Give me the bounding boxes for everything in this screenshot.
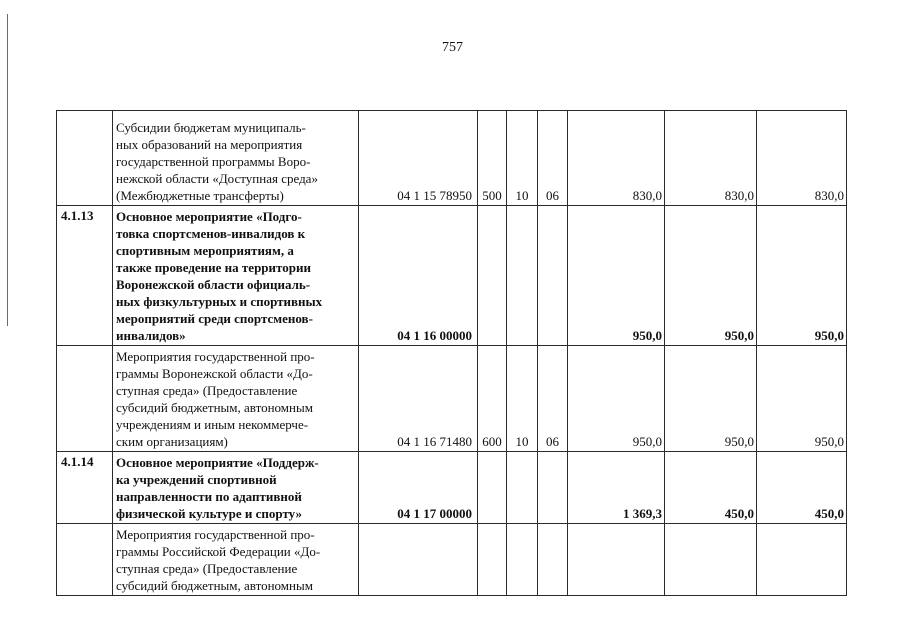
table-row [57, 452, 847, 524]
target-article-code [359, 524, 478, 596]
name-line: Субсидии бюджетам муниципаль- [116, 120, 306, 135]
amount-year-2: 450,0 [665, 452, 757, 524]
row-name [113, 206, 359, 346]
name-line: ступная среда» (Предоставление [116, 561, 298, 576]
name-line: ка учреждений спортивной [116, 472, 277, 487]
name-line: направленности по адаптивной [116, 489, 302, 504]
row-name [113, 111, 359, 206]
name-line: ступная среда» (Предоставление [116, 383, 298, 398]
amount-year-3: 830,0 [757, 111, 847, 206]
section-code [507, 524, 538, 596]
name-line: Мероприятия государственной про- [116, 527, 315, 542]
target-article-code: 04 1 17 00000 [359, 452, 478, 524]
subsection-code: 06 [538, 346, 568, 452]
expense-type-code [478, 524, 507, 596]
name-line: Воронежской области официаль- [116, 277, 311, 292]
budget-table [56, 110, 847, 596]
amount-year-2: 830,0 [665, 111, 757, 206]
amount-year-1: 1 369,3 [568, 452, 665, 524]
name-line: граммы Воронежской области «До- [116, 366, 313, 381]
name-line: учреждениям и иным некоммерче- [116, 417, 309, 432]
name-line: ных физкультурных и спортивных [116, 294, 323, 309]
subsection-code [538, 524, 568, 596]
target-article-code: 04 1 16 71480 [359, 346, 478, 452]
expense-type-code: 500 [478, 111, 507, 206]
page-number: 757 [442, 40, 463, 55]
row-name [113, 452, 359, 524]
subsection-code [538, 452, 568, 524]
name-line: (Межбюджетные трансферты) [116, 188, 284, 203]
name-line: государственной программы Воро- [116, 154, 311, 169]
amount-year-1: 950,0 [568, 206, 665, 346]
section-code: 10 [507, 346, 538, 452]
section-code [507, 452, 538, 524]
expense-type-code [478, 452, 507, 524]
expense-type-code [478, 206, 507, 346]
name-line: физической культуре и спорту» [116, 506, 303, 521]
expense-type-code: 600 [478, 346, 507, 452]
name-line: Мероприятия государственной про- [116, 349, 315, 364]
row-number: 4.1.13 [57, 206, 113, 346]
name-line: субсидий бюджетным, автономным [116, 578, 313, 593]
table-row [57, 206, 847, 346]
amount-year-1: 950,0 [568, 346, 665, 452]
name-line: нежской области «Доступная среда» [116, 171, 318, 186]
target-article-code: 04 1 16 00000 [359, 206, 478, 346]
row-number [57, 346, 113, 452]
table-row [57, 524, 847, 596]
amount-year-2 [665, 524, 757, 596]
row-number [57, 524, 113, 596]
amount-year-3: 950,0 [757, 206, 847, 346]
name-line: Основное мероприятие «Подго- [116, 209, 302, 224]
amount-year-1 [568, 524, 665, 596]
amount-year-3: 950,0 [757, 346, 847, 452]
subsection-code [538, 206, 568, 346]
row-number [57, 111, 113, 206]
name-line: инвалидов» [116, 328, 186, 343]
table-row [57, 346, 847, 452]
section-code: 10 [507, 111, 538, 206]
row-number: 4.1.14 [57, 452, 113, 524]
row-name [113, 524, 359, 596]
amount-year-3 [757, 524, 847, 596]
amount-year-2: 950,0 [665, 206, 757, 346]
name-line: мероприятий среди спортсменов- [116, 311, 313, 326]
section-code [507, 206, 538, 346]
name-line: субсидий бюджетным, автономным [116, 400, 313, 415]
left-margin-line [7, 14, 8, 326]
name-line: ским организациям) [116, 434, 228, 449]
name-line: товка спортсменов-инвалидов к [116, 226, 306, 241]
name-line: также проведение на территории [116, 260, 311, 275]
name-line: спортивным мероприятиям, а [116, 243, 294, 258]
name-line: Основное мероприятие «Поддерж- [116, 455, 319, 470]
amount-year-2: 950,0 [665, 346, 757, 452]
row-name [113, 346, 359, 452]
name-line: ных образований на мероприятия [116, 137, 303, 152]
name-line: граммы Российской Федерации «До- [116, 544, 321, 559]
table-row [57, 111, 847, 206]
amount-year-3: 450,0 [757, 452, 847, 524]
subsection-code: 06 [538, 111, 568, 206]
target-article-code: 04 1 15 78950 [359, 111, 478, 206]
amount-year-1: 830,0 [568, 111, 665, 206]
